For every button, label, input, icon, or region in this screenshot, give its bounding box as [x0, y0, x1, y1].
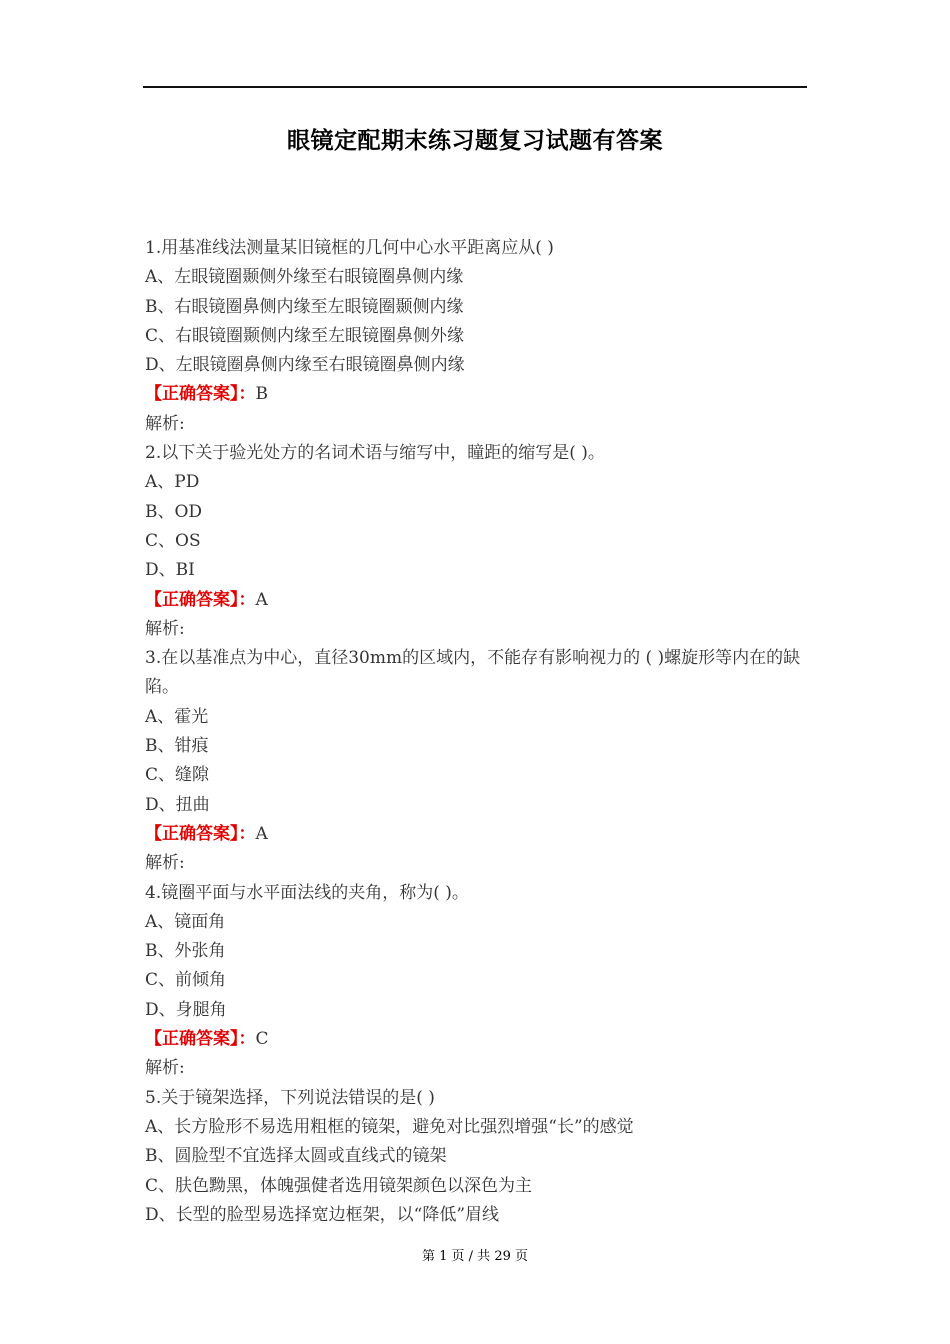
answer-value: C: [255, 1029, 269, 1050]
page-number: 第 1 页 / 共 29 页: [422, 1249, 528, 1264]
answer-value: B: [255, 384, 268, 405]
question-option: D、扭曲: [145, 794, 210, 815]
question-option: C、OS: [145, 530, 201, 551]
question-option: D、BI: [145, 560, 195, 581]
question-option: B、钳痕: [145, 736, 209, 757]
question-option: D、身腿角: [145, 999, 227, 1020]
answer-line: [145, 820, 810, 849]
question-option: B、右眼镜圈鼻侧内缘至左眼镜圈颞侧内缘: [145, 296, 464, 317]
answer-colon: ：: [238, 589, 256, 610]
answer-value: A: [255, 589, 268, 610]
question-option: A、镜面角: [145, 911, 226, 932]
question-option: D、左眼镜圈鼻侧内缘至右眼镜圈鼻侧内缘: [145, 355, 465, 376]
answer-line: [145, 380, 810, 409]
question-stem: 5.关于镜架选择，下列说法错误的是( ): [145, 1087, 435, 1108]
question-option: C、前倾角: [145, 970, 227, 991]
question-option: C、右眼镜圈颞侧内缘至左眼镜圈鼻侧外缘: [145, 325, 465, 346]
analysis-label: 解析:: [145, 413, 185, 434]
answer-label: 【正确答案】: [145, 589, 239, 610]
answer-colon: ：: [238, 384, 256, 405]
question-option: B、外张角: [145, 941, 226, 962]
question-option: C、缝隙: [145, 765, 210, 786]
answer-colon: ：: [238, 1029, 256, 1050]
question-option: C、肤色黝黑，体魄强健者选用镜架颜色以深色为主: [145, 1175, 533, 1196]
answer-line: [145, 586, 810, 615]
question-stem: 1.用基准线法测量某旧镜框的几何中心水平距离应从( ): [145, 238, 554, 258]
answer-colon: ：: [238, 823, 256, 844]
answer-value: A: [255, 823, 268, 844]
answer-label: 【正确答案】: [145, 384, 239, 405]
question-option: B、OD: [145, 501, 203, 522]
question-option: B、圆脸型不宜选择太圆或直线式的镜架: [145, 1146, 447, 1167]
question-option: A、左眼镜圈颞侧外缘至右眼镜圈鼻侧内缘: [145, 267, 464, 288]
question-stem: 2.以下关于验光处方的名词术语与缩写中，瞳距的缩写是( )。: [145, 443, 605, 464]
question-option: D、长型的脸型易选择宽边框架，以“降低”眉线: [145, 1204, 500, 1225]
question-option: A、霍光: [145, 706, 209, 727]
answer-label: 【正确答案】: [145, 823, 239, 844]
answer-label: 【正确答案】: [145, 1029, 239, 1050]
question-stem: 4.镜圈平面与水平面法线的夹角，称为( )。: [145, 882, 469, 903]
question-list: [145, 234, 810, 1230]
header-rule: [143, 86, 807, 88]
question-option: A、PD: [145, 472, 200, 493]
question-stem: 3.在以基准点为中心，直径30mm的区域内，不能存有影响视力的 ( )螺旋形等内在的缺陷。: [145, 648, 801, 698]
analysis-label: 解析:: [145, 853, 185, 874]
answer-line: [145, 1025, 810, 1054]
question-option: A、长方脸形不易选用粗框的镜架，避免对比强烈增强“长”的感觉: [145, 1116, 634, 1137]
analysis-label: 解析:: [145, 618, 185, 639]
document-title: 眼镜定配期末练习题复习试题有答案: [287, 128, 663, 154]
analysis-label: 解析:: [145, 1058, 185, 1079]
